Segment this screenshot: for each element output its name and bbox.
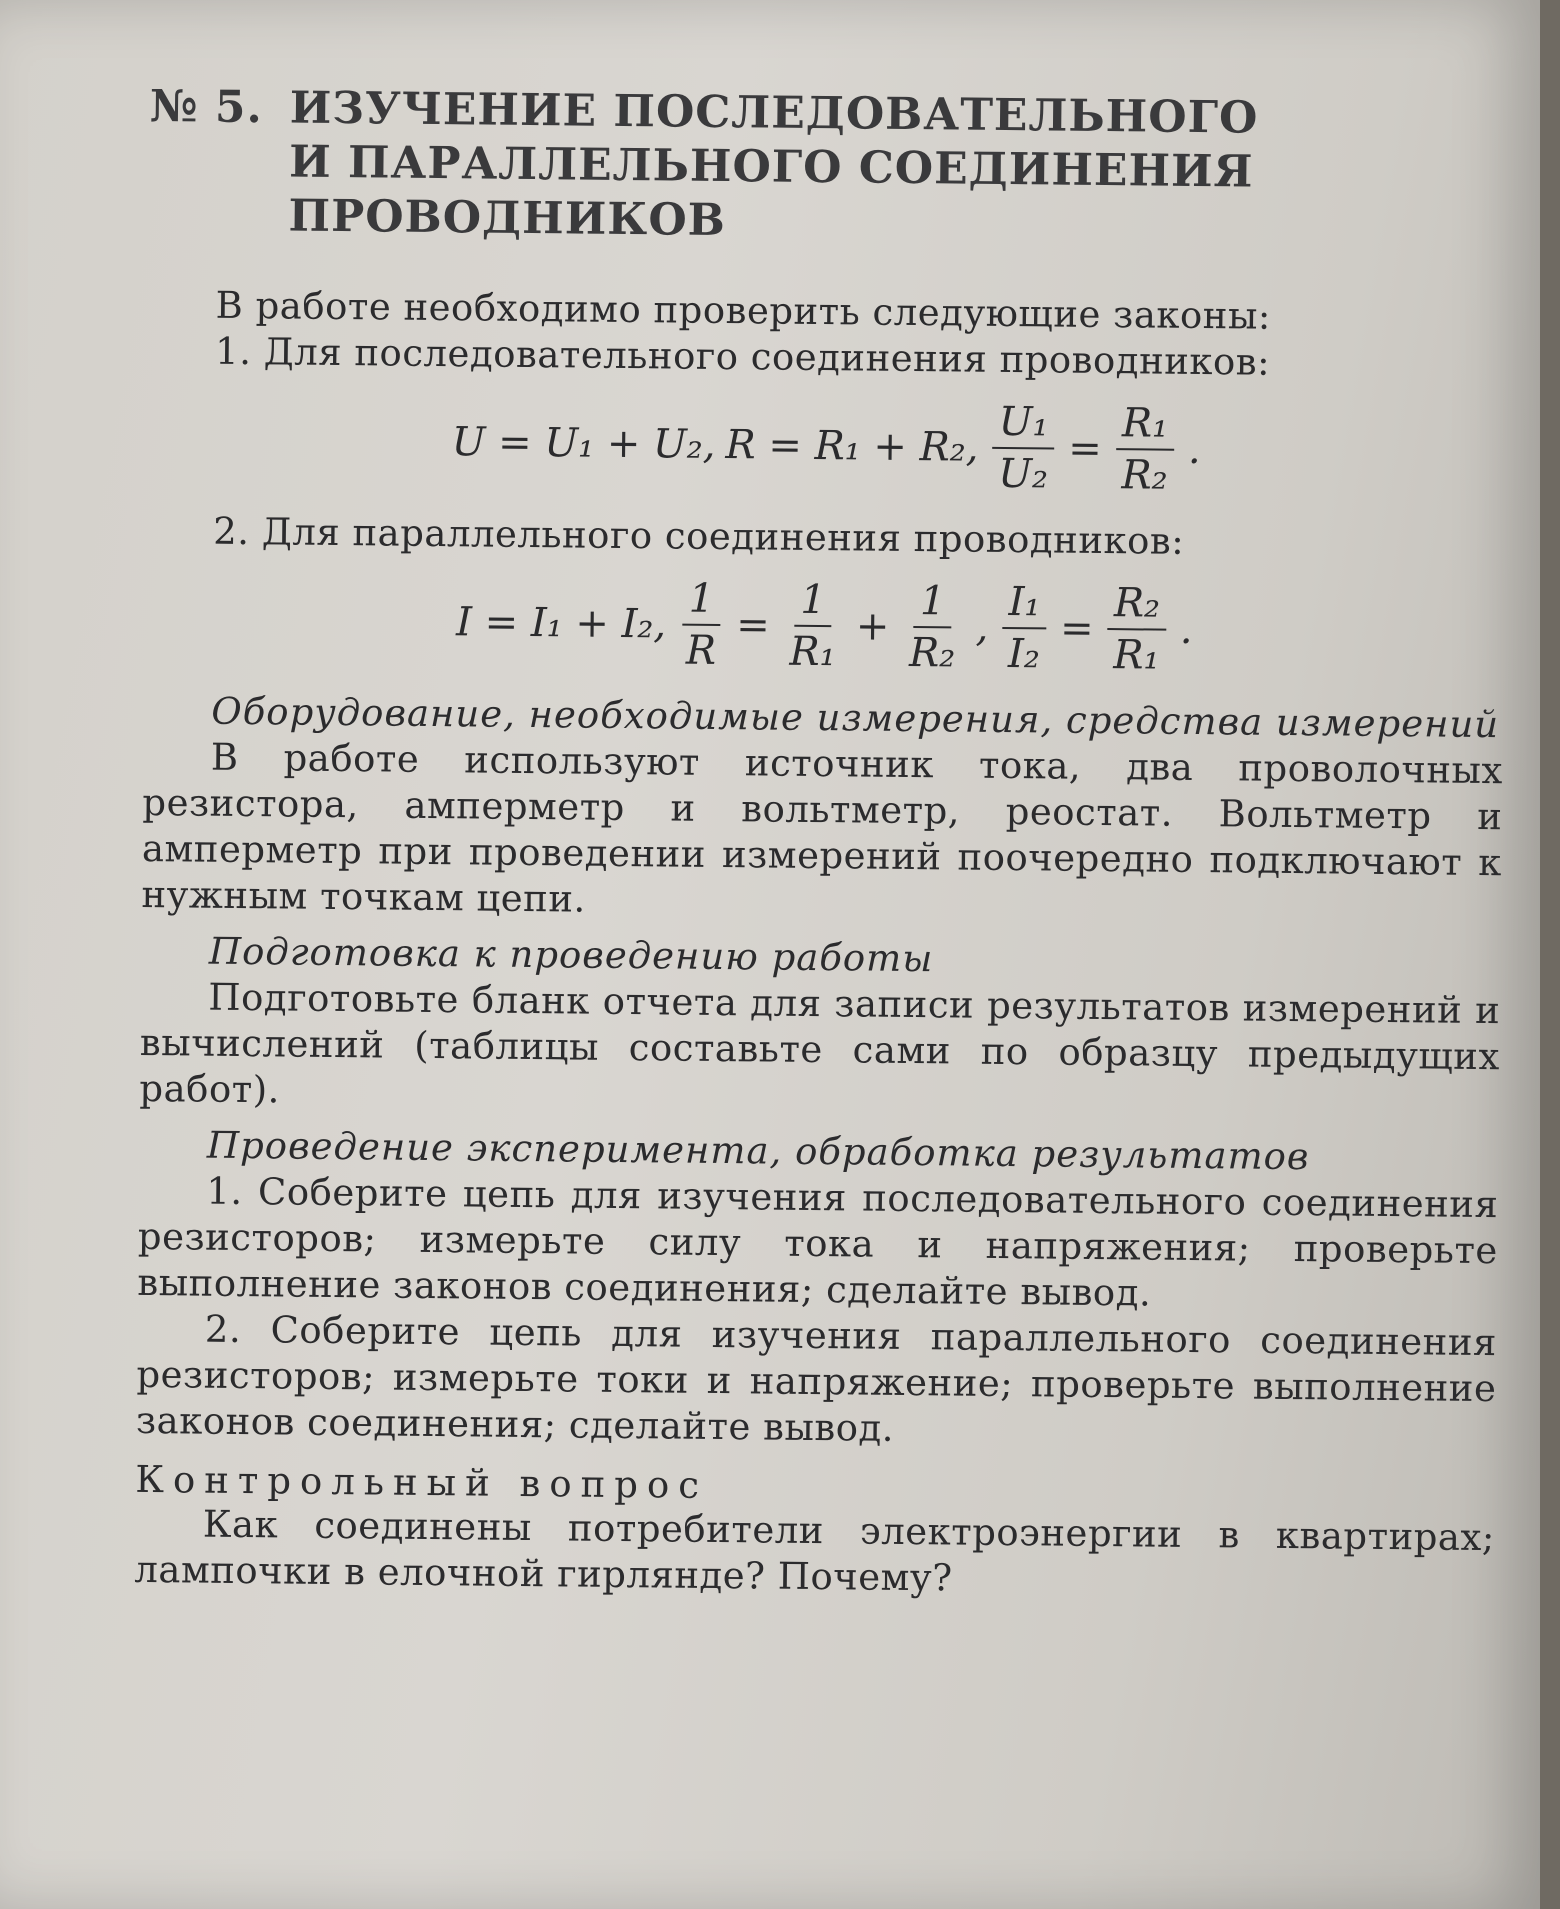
frac-numerator: I₁	[1002, 577, 1046, 629]
frac-numerator: R₂	[1108, 578, 1167, 631]
page-content	[134, 80, 1510, 1607]
equals-sign: =	[1059, 605, 1094, 652]
law1-frac-resistance	[1115, 398, 1174, 501]
frac-numerator: R₁	[1116, 398, 1175, 451]
frac-denominator: R₁	[789, 628, 836, 676]
equals-sign: =	[736, 602, 771, 649]
frac-denominator: R	[685, 627, 717, 674]
law2-label: 2. Для параллельного соединения проводников:	[213, 509, 1185, 563]
law1-resistance-sum: R = R₁ + R₂,	[725, 422, 979, 471]
law1-voltage-sum: U = U₁ + U₂,	[451, 419, 716, 468]
frac-1-over-R	[680, 574, 723, 676]
law1-label: 1. Для последовательного соединения проводников:	[214, 329, 1271, 384]
frac-numerator: 1	[914, 576, 952, 628]
frac-resistance-ratio	[1107, 578, 1166, 681]
comma: ,	[975, 604, 989, 651]
frac-numerator: U₁	[993, 397, 1055, 450]
experiment-step-2: 2. Соберите цепь для изучения параллельного соединения резисторов; измерьте токи и напряжение; проверьте выполнение законов соединения; сделайте вывод.	[135, 1307, 1498, 1450]
frac-denominator: I₂	[1007, 631, 1041, 678]
frac-1-over-R2	[903, 576, 962, 679]
frac-denominator: R₂	[908, 629, 956, 677]
experiment-step-1: 1. Соберите цепь для изучения последовательного соединения резисторов; измерьте силу тока и напряжения; проверьте выполнение законов соединения; сделайте вывод.	[137, 1169, 1499, 1315]
equipment-text: В работе используют источник тока, два проволочных резистора, амперметр и вольтметр, реостат. Вольтметр и амперметр при проведении измерений поочередно подключают к нужным точкам цепи.	[141, 735, 1504, 921]
control-question-heading: Контрольный вопрос	[135, 1457, 709, 1507]
equipment-heading: Оборудование, необходимые измерения, средства измерений	[211, 689, 1500, 747]
period: .	[1187, 426, 1201, 474]
frac-denominator: U₂	[998, 450, 1049, 498]
plus-sign: +	[855, 603, 890, 650]
preparation-text: Подготовьте бланк отчета для записи результатов измерений и вычислений (таблицы составьте сами по образцу предыдущих работ).	[139, 975, 1501, 1112]
control-question-text: Как соединены потребители электроэнергии в квартирах; лампочки в елочной гирлянде? Почему?	[134, 1502, 1496, 1600]
frac-denominator: R₂	[1121, 452, 1168, 499]
frac-1-over-R1	[783, 575, 842, 678]
law2-formula	[144, 568, 1505, 684]
lab-title-text: ИЗУЧЕНИЕ ПОСЛЕДОВАТЕЛЬНОГО И ПАРАЛЛЕЛЬНОГО СОЕДИНЕНИЯ ПРОВОДНИКОВ	[288, 82, 1259, 247]
lab-title	[148, 80, 1510, 256]
frac-numerator: 1	[794, 575, 832, 627]
frac-denominator: R₁	[1113, 632, 1160, 679]
intro-text: В работе необходимо проверить следующие законы:	[215, 283, 1272, 338]
period: .	[1179, 606, 1193, 653]
frac-current-ratio	[1002, 577, 1047, 679]
frac-numerator: 1	[682, 574, 720, 626]
law1-frac-voltage	[992, 397, 1055, 500]
law1-formula	[146, 388, 1507, 504]
law2-current-sum: I = I₁ + I₂,	[455, 599, 667, 648]
experiment-heading: Проведение эксперимента, обработка результатов	[206, 1123, 1310, 1179]
equals-sign: =	[1068, 425, 1103, 472]
lab-number: № 5.	[149, 80, 264, 134]
preparation-heading: Подготовка к проведению работы	[208, 929, 934, 981]
